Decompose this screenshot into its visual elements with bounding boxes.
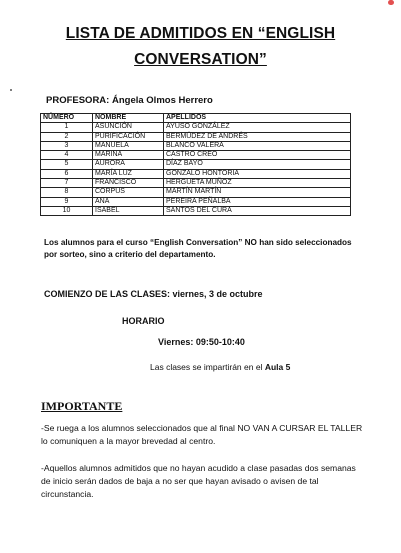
row-surname: HERGUETA MUÑOZ (164, 179, 351, 188)
row-number: 8 (41, 188, 93, 197)
row-surname: AYUSO GONZÁLEZ (164, 123, 351, 132)
start-date: COMIENZO DE LAS CLASES: viernes, 3 de octubre (44, 289, 263, 299)
table-row (41, 123, 351, 132)
table-header-row (41, 114, 351, 123)
row-name: CORPUS (93, 188, 164, 197)
important-heading: IMPORTANTE (41, 399, 123, 413)
row-surname: GONZALO HONTORIA (164, 169, 351, 178)
row-number: 3 (41, 141, 93, 150)
header-name: NOMBRE (93, 114, 164, 123)
header-number: NÚMERO (41, 114, 93, 123)
row-name: ISABEL (93, 206, 164, 215)
important-paragraph-1: -Se ruega a los alumnos seleccionados que al final NO VAN A CURSAR EL TALLER lo comuniquen a la mayor brevedad al centro. (41, 423, 363, 446)
row-number: 4 (41, 151, 93, 160)
row-surname: DÍAZ BAYO (164, 160, 351, 169)
header-surname: APELLIDOS (164, 114, 351, 123)
table-row (41, 197, 351, 206)
table-row (41, 169, 351, 178)
table-row (41, 151, 351, 160)
row-name: ANA (93, 197, 164, 206)
row-name: ASUNCIÓN (93, 123, 164, 132)
title-line-2: CONVERSATION” (134, 51, 267, 68)
room-name: Aula 5 (264, 362, 291, 372)
table-row (41, 160, 351, 169)
row-surname: BERMÚDEZ DE ANDRÉS (164, 132, 351, 141)
row-surname: MARTÍN MARTÍN (164, 188, 351, 197)
table-row (41, 206, 351, 215)
document-title (0, 21, 401, 73)
schedule-heading: HORARIO (122, 316, 165, 326)
row-number: 2 (41, 132, 93, 141)
schedule-room (150, 362, 290, 372)
row-name: FRANCISCO (93, 179, 164, 188)
row-surname: BLANCO VALERA (164, 141, 351, 150)
table-row (41, 179, 351, 188)
important-paragraph-2: -Aquellos alumnos admitidos que no hayan acudido a clase pasadas dos semanas de inicio serán dados de baja a no ser que hayan avisado o avisen de tal circunstancia. (41, 463, 356, 499)
teacher-name: PROFESORA: Ángela Olmos Herrero (46, 95, 213, 106)
table-row (41, 141, 351, 150)
table-row (41, 132, 351, 141)
row-number: 5 (41, 160, 93, 169)
table-body (41, 123, 351, 216)
row-name: AURORA (93, 160, 164, 169)
schedule-time: Viernes: 09:50-10:40 (158, 337, 245, 347)
row-surname: CASTRO CREO (164, 151, 351, 160)
table-row (41, 188, 351, 197)
row-number: 10 (41, 206, 93, 215)
room-prefix: Las clases se impartirán en el (150, 362, 263, 372)
red-mark (388, 0, 394, 5)
row-surname: SANTOS DEL CURA (164, 206, 351, 215)
title-line-1: LISTA DE ADMITIDOS EN “ENGLISH (65, 25, 336, 42)
row-name: PURIFICACIÓN (93, 132, 164, 141)
row-name: MARINA (93, 151, 164, 160)
selection-note: Los alumnos para el curso “English Conversation” NO han sido seleccionados por sorteo, sino a criterio del departamento. (44, 238, 352, 259)
row-number: 1 (41, 123, 93, 132)
row-number: 9 (41, 197, 93, 206)
row-name: MANUELA (93, 141, 164, 150)
row-name: MARÍA LUZ (93, 169, 164, 178)
row-number: 7 (41, 179, 93, 188)
admitted-table (40, 113, 351, 216)
row-number: 6 (41, 169, 93, 178)
scan-speck (10, 89, 12, 91)
row-surname: PEREIRA PEÑALBA (164, 197, 351, 206)
